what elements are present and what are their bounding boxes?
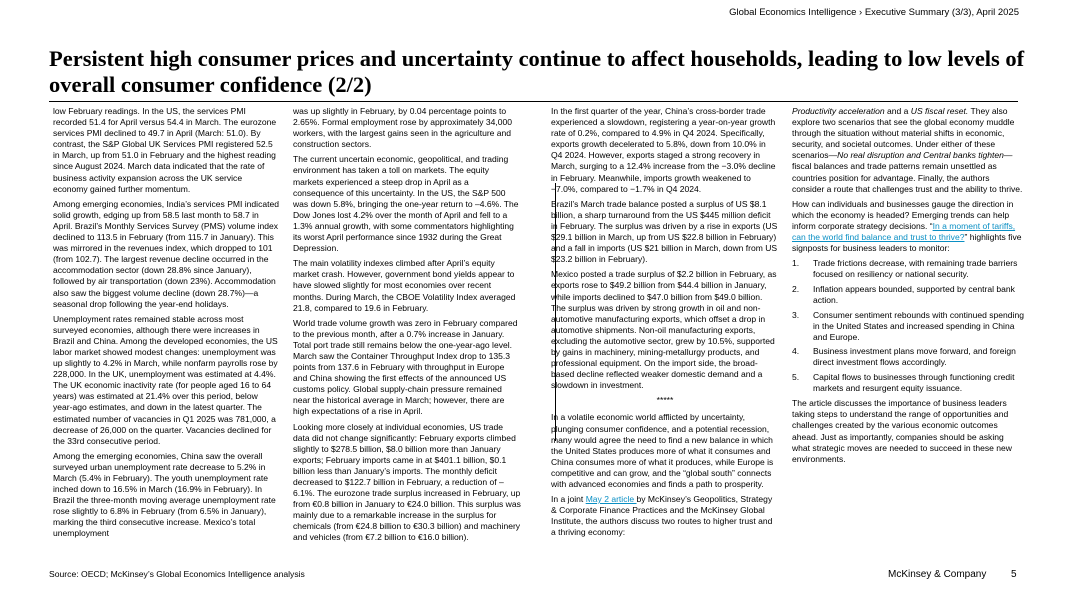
signposts-list bbox=[792, 258, 1024, 394]
list-item bbox=[792, 310, 1024, 343]
list-number: 5. bbox=[792, 372, 800, 383]
list-item bbox=[792, 258, 1024, 280]
paragraph: The main volatility indexes climbed after April’s equity market crash. However, government bond yields appear to have slowed slightly for most economies over recent months. During March, the CBOE Volatility Index averaged 21.8, compared to 19.6 in February. bbox=[293, 258, 516, 313]
paragraph: Among emerging economies, India’s services PMI indicated solid growth, edging up from 58.5 last month to 58.7 in April. Brazil’s Monthly Services Survey (PMS) volume index declined to 113.5 in February (from 115.7 in January). This was mirrored in the revenues index, which dropped to 101 (from 102.7). The largest revenue decline occurred in the accommodation sector (down 28.8% since January), followed by air transportation (down 23%). Accommodation also saw the biggest volume decline (down 28.7%)—a seasonal drop following the year-end holidays. bbox=[53, 198, 279, 309]
text-run-italic: US fiscal reset. bbox=[910, 106, 969, 116]
text-run: by McKinsey’s Geopolitics, Strategy & Corporate Finance Practices and the McKinsey Global Institute, the authors discuss two routes to higher trust and a thriving economy: bbox=[551, 494, 773, 538]
list-item bbox=[792, 372, 1024, 394]
text-run-italic: No real disruption and Central banks tighten bbox=[837, 150, 1004, 161]
paragraph: Looking more closely at individual economies, US trade data did not change significantly: February exports climbed slightly to $278.5 billion, $8.0 billion more than January exports; February imports came in at $401.1 billion, $0.1 billion less than January’s imports. The monthly deficit decreased to $122.7 billion in February, a reduction of –6.1%. The eurozone trade surplus increased in February, up from €0.8 billion in January to €24.0 billion. This surplus was mainly due to a remarkable increase in the surplus for chemicals (from €24.8 billion to €30.3 billion) and machinery and vehicles (from €7.2 billion to €16.0 billion). bbox=[293, 421, 521, 543]
list-text: Trade frictions decrease, with remaining trade barriers focused on resiliency or national security. bbox=[813, 258, 1018, 280]
text-run: —fiscal balances and trade patterns remain unsettled as countries position for advantage. Finally, the authors consider a route that challenges trust and the ability to thrive. bbox=[792, 150, 1023, 194]
list-number: 3. bbox=[792, 309, 800, 320]
paragraph-question bbox=[792, 199, 1024, 254]
text-column-4 bbox=[792, 106, 1024, 561]
tariffs-article-link[interactable]: In a moment of tariffs, can the world find balance and trust to thrive? bbox=[792, 220, 1016, 243]
text-run-italic: Productivity acceleration bbox=[792, 106, 885, 116]
section-separator: ***** bbox=[656, 395, 674, 406]
paragraph: In a volatile economic world afflicted by uncertainty, plunging consumer confidence, and a potential recession, many would agree the need to find a new balance in which the United States produces more of what it consumes and China consumes more of what it produces, while Europe is competitive and can grow, and the “global south” connects with advanced economies and finds a path to prosperity. bbox=[551, 412, 774, 489]
title-rule bbox=[49, 101, 1018, 102]
text-column-3 bbox=[551, 106, 779, 561]
list-number: 4. bbox=[792, 346, 800, 357]
text-run: How can individuals and businesses gauge the direction in which the economy is headed? Emerging trends can help inform corporate strategy decisions. “ bbox=[792, 198, 1014, 231]
page-number: 5 bbox=[1011, 569, 1017, 580]
paragraph: low February readings. In the US, the services PMI recorded 51.4 for April versus 54.4 in March. The eurozone services PMI declined to 49.7 in April (March: 51.0). By contrast, the S&P Global UK Services PMI registered 52.5 in March, up from 51.0 in February and the highest reading since August 2024. March data indicated that the rate of business activity expansion across the UK service economy gained further momentum. bbox=[53, 106, 277, 194]
brand-name: McKinsey & Company bbox=[888, 569, 987, 580]
paragraph: Among the emerging economies, China saw the overall surveyed urban unemployment rate decrease to 5.2% in March (5.4% in February). The youth unemployment rate inched down to 16.5% in March (16.9% in February). In Brazil the three-month moving average unemployment rate rose slightly to 6.8% in February (from 6.5% in January), marking the third consecutive increase. Mexico’s total unemployment bbox=[53, 450, 276, 539]
breadcrumb: Global Economics Intelligence › Executive Summary (3/3), April 2025 bbox=[729, 7, 1019, 18]
list-number: 2. bbox=[792, 283, 800, 294]
paragraph: Unemployment rates remained stable across most surveyed economies, although there were increases in Brazil and China. Among the developed economies, the US labor market showed modest changes: unemployment was up slightly to 4.2% in March, while nonfarm payrolls rose by 228,000. In the UK, unemployment was estimated at 4.4%. The UK economic inactivity rate (for people aged 16 to 64 years) was estimated at 21.4% over this period, below year-ago estimates, and down in the latest quarter. The estimated number of vacancies in Q1 2025 was 781,000, a decrease of 26,000 on the quarter. Vacancies declined for the 33rd consecutive period. bbox=[53, 313, 278, 446]
text-column-2 bbox=[293, 106, 521, 561]
text-run: ” highlights five signposts for business leaders to monitor: bbox=[792, 232, 1022, 254]
paragraph: World trade volume growth was zero in February compared to the previous month, after a 0.7% increase in January. Total port trade still remains below the one-year-ago level. March saw the Container Throughput Index drop to 135.3 points from 137.6 in February with throughput in Europe and China showing the first effects of the announced US customs policy. Global supply-chain pressure remained near the historical average in March; however, there are high expectations of a rise in April. bbox=[293, 317, 518, 417]
text-run: and a bbox=[884, 106, 911, 116]
list-text: Inflation appears bounded, supported by central bank action. bbox=[813, 283, 1015, 305]
list-item bbox=[792, 346, 1024, 368]
paragraph: In the first quarter of the year, China’s cross-border trade experienced a slowdown, registering a year-on-year growth rate of 0.2%, compared to 4.9% in Q4 2024. Specifically, exports growth decelerated to 5.8%, down from 10.0% in Q4 2024. However, exports staged a strong recovery in March, surging to a 12.4% increase from the −3.0% decline in February. Meanwhile, imports growth weakened to −7.0%, compared to −1.7% in Q4 2024. bbox=[551, 106, 776, 194]
paragraph-joint-article bbox=[551, 494, 779, 538]
paragraph: The article discusses the importance of business leaders taking steps to understand the range of opportunities and challenges created by the various economic outcomes ahead. Just as importantly, companies should be asking what strategic moves are needed to succeed in these new environments. bbox=[792, 398, 1012, 464]
may-2-article-link[interactable]: May 2 article bbox=[585, 494, 637, 505]
list-text: Capital flows to businesses through functioning credit markets and resurgent equity issuance. bbox=[813, 372, 1015, 394]
text-column-1 bbox=[53, 106, 279, 561]
paragraph: The current uncertain economic, geopolitical, and trading environment has taken a toll on markets. The equity markets experienced a steep drop in April as a consequence of this uncertainty. In the US, the S&P 500 was down 5.8%, bringing the one-year return to –4.6%. The Dow Jones lost 4.2% over the month of April and fell to a 1.3% annual growth, with some commentators highlighting its worst April performance since 1932 during the Great Depression. bbox=[293, 154, 519, 254]
list-number: 1. bbox=[792, 258, 800, 269]
paragraph: was up slightly in February, by 0.04 percentage points to 2.65%. Formal employment rose by approximately 34,000 workers, with the largest gains seen in the agriculture and construction sectors. bbox=[293, 106, 513, 150]
paragraph-scenarios bbox=[792, 106, 1024, 195]
text-run: They also explore two scenarios that see the global economy muddle through the situation without material shifts in economic, security, and societal outcomes. Under either of these scenarios— bbox=[792, 106, 1015, 161]
paragraph: Mexico posted a trade surplus of $2.2 billion in February, as exports rose to $49.2 billion from $44.4 billion in January, while imports declined to $47.0 billion from $49.0 billion. The surplus was driven by strong growth in oil and non-automotive manufacturing exports, which offset a drop in automotive shipments. Non-oil manufacturing exports, excluding the automotive sector, grew by 10.5%, supported by gains in machinery, mining-metallurgy products, and professional equipment. On the import side, the broad-based decline reflected weaker domestic demand and a slowdown in investment. bbox=[551, 269, 777, 391]
list-text: Consumer sentiment rebounds with continued spending in the United States and increased spending in China and Europe. bbox=[813, 309, 1024, 342]
source-note: Source: OECD; McKinsey’s Global Economics Intelligence analysis bbox=[49, 569, 305, 579]
list-item bbox=[792, 284, 1024, 306]
text-run: In a joint bbox=[551, 494, 586, 505]
list-text: Business investment plans move forward, and foreign direct investment flows accordingly. bbox=[813, 346, 1016, 368]
page-title: Persistent high consumer prices and uncertainty continue to affect households, leading to low levels of overall consumer confidence (2/2) bbox=[49, 46, 1025, 97]
paragraph: Brazil’s March trade balance posted a surplus of US $8.1 billion, a sharp turnaround from the US $445 million deficit in February. The surplus was driven by a rise in exports (US $29.1 billion in March, up from US $22.8 billion in February) and a fall in imports (US $21 billion in March, down from US $23.2 billion in February). bbox=[551, 198, 778, 265]
